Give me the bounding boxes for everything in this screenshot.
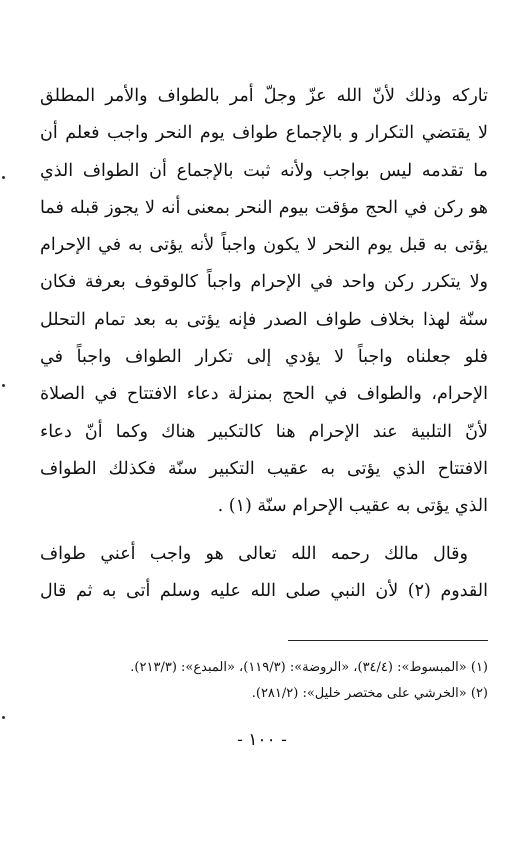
text-line: ولا يتكرر ركن واحد في الإحرام واجباً كالوقوف بعرفة فكان	[40, 272, 488, 293]
footnote-2: (٢) «الخرشي على مختصر خليل»: (٢٨١/٢).	[251, 686, 488, 701]
text-line: فلو جعلناه واجباً لا يؤدي إلى تكرار الطواف واجباً في	[40, 347, 488, 368]
text-line: يؤتى به قبل يوم النحر لا يكون واجباً لأنه يؤتى به في الإحرام	[40, 235, 488, 256]
scan-speck	[2, 384, 5, 387]
text-line: لأنّ التلبية عند الإحرام هنا كالتكبير هناك وكما أنّ دعاء	[40, 421, 488, 442]
footnote-1: (١) «المبسوط»: (٣٤/٤)، «الروضة»: (١١٩/٣)، «المبدع»: (٢١٣/٣).	[130, 660, 488, 675]
text-line: وقال مالك رحمه الله تعالى هو واجب أعني طواف	[40, 543, 468, 564]
text-line: الإحرام، والطواف في الحج بمنزلة دعاء الافتتاح في الصلاة	[40, 384, 488, 405]
text-line: ما تقدمه ليس بواجب ولأنه ثبت بالإجماع أن الطواف الذي	[40, 160, 488, 181]
text-line-paragraph-end: الذي يؤتى به عقيب الإحرام سنّة (١) .	[217, 496, 488, 517]
paragraph-gap	[40, 526, 488, 536]
text-line: لا يقتضي التكرار و بالإجماع طواف يوم النحر واجب فعلم أن	[40, 123, 488, 144]
scan-speck	[2, 716, 5, 719]
text-line: الافتتاح الذي يؤتى به عقيب التكبير سنّة فكذلك الطواف	[40, 458, 488, 479]
footnotes	[120, 655, 488, 707]
main-text	[40, 78, 488, 610]
text-line: القدوم (٢) لأن النبي صلى الله عليه وسلم أتى به ثم قال	[40, 580, 488, 601]
text-line: تاركه وذلك لأنّ الله عزّ وجلّ أمر بالطواف والأمر المطلق	[40, 86, 488, 106]
scan-speck	[2, 176, 5, 179]
text-line: هو ركن في الحج مؤقت بيوم النحر بمعنى أنه لا يجوز قبله فما	[40, 197, 488, 218]
page-number: - ١٠٠ -	[237, 730, 287, 750]
footnote-separator	[288, 640, 488, 641]
text-line: سنّة لهذا بخلاف طواف الصدر فإنه يؤتى به بعد تمام التحلل	[40, 309, 488, 330]
